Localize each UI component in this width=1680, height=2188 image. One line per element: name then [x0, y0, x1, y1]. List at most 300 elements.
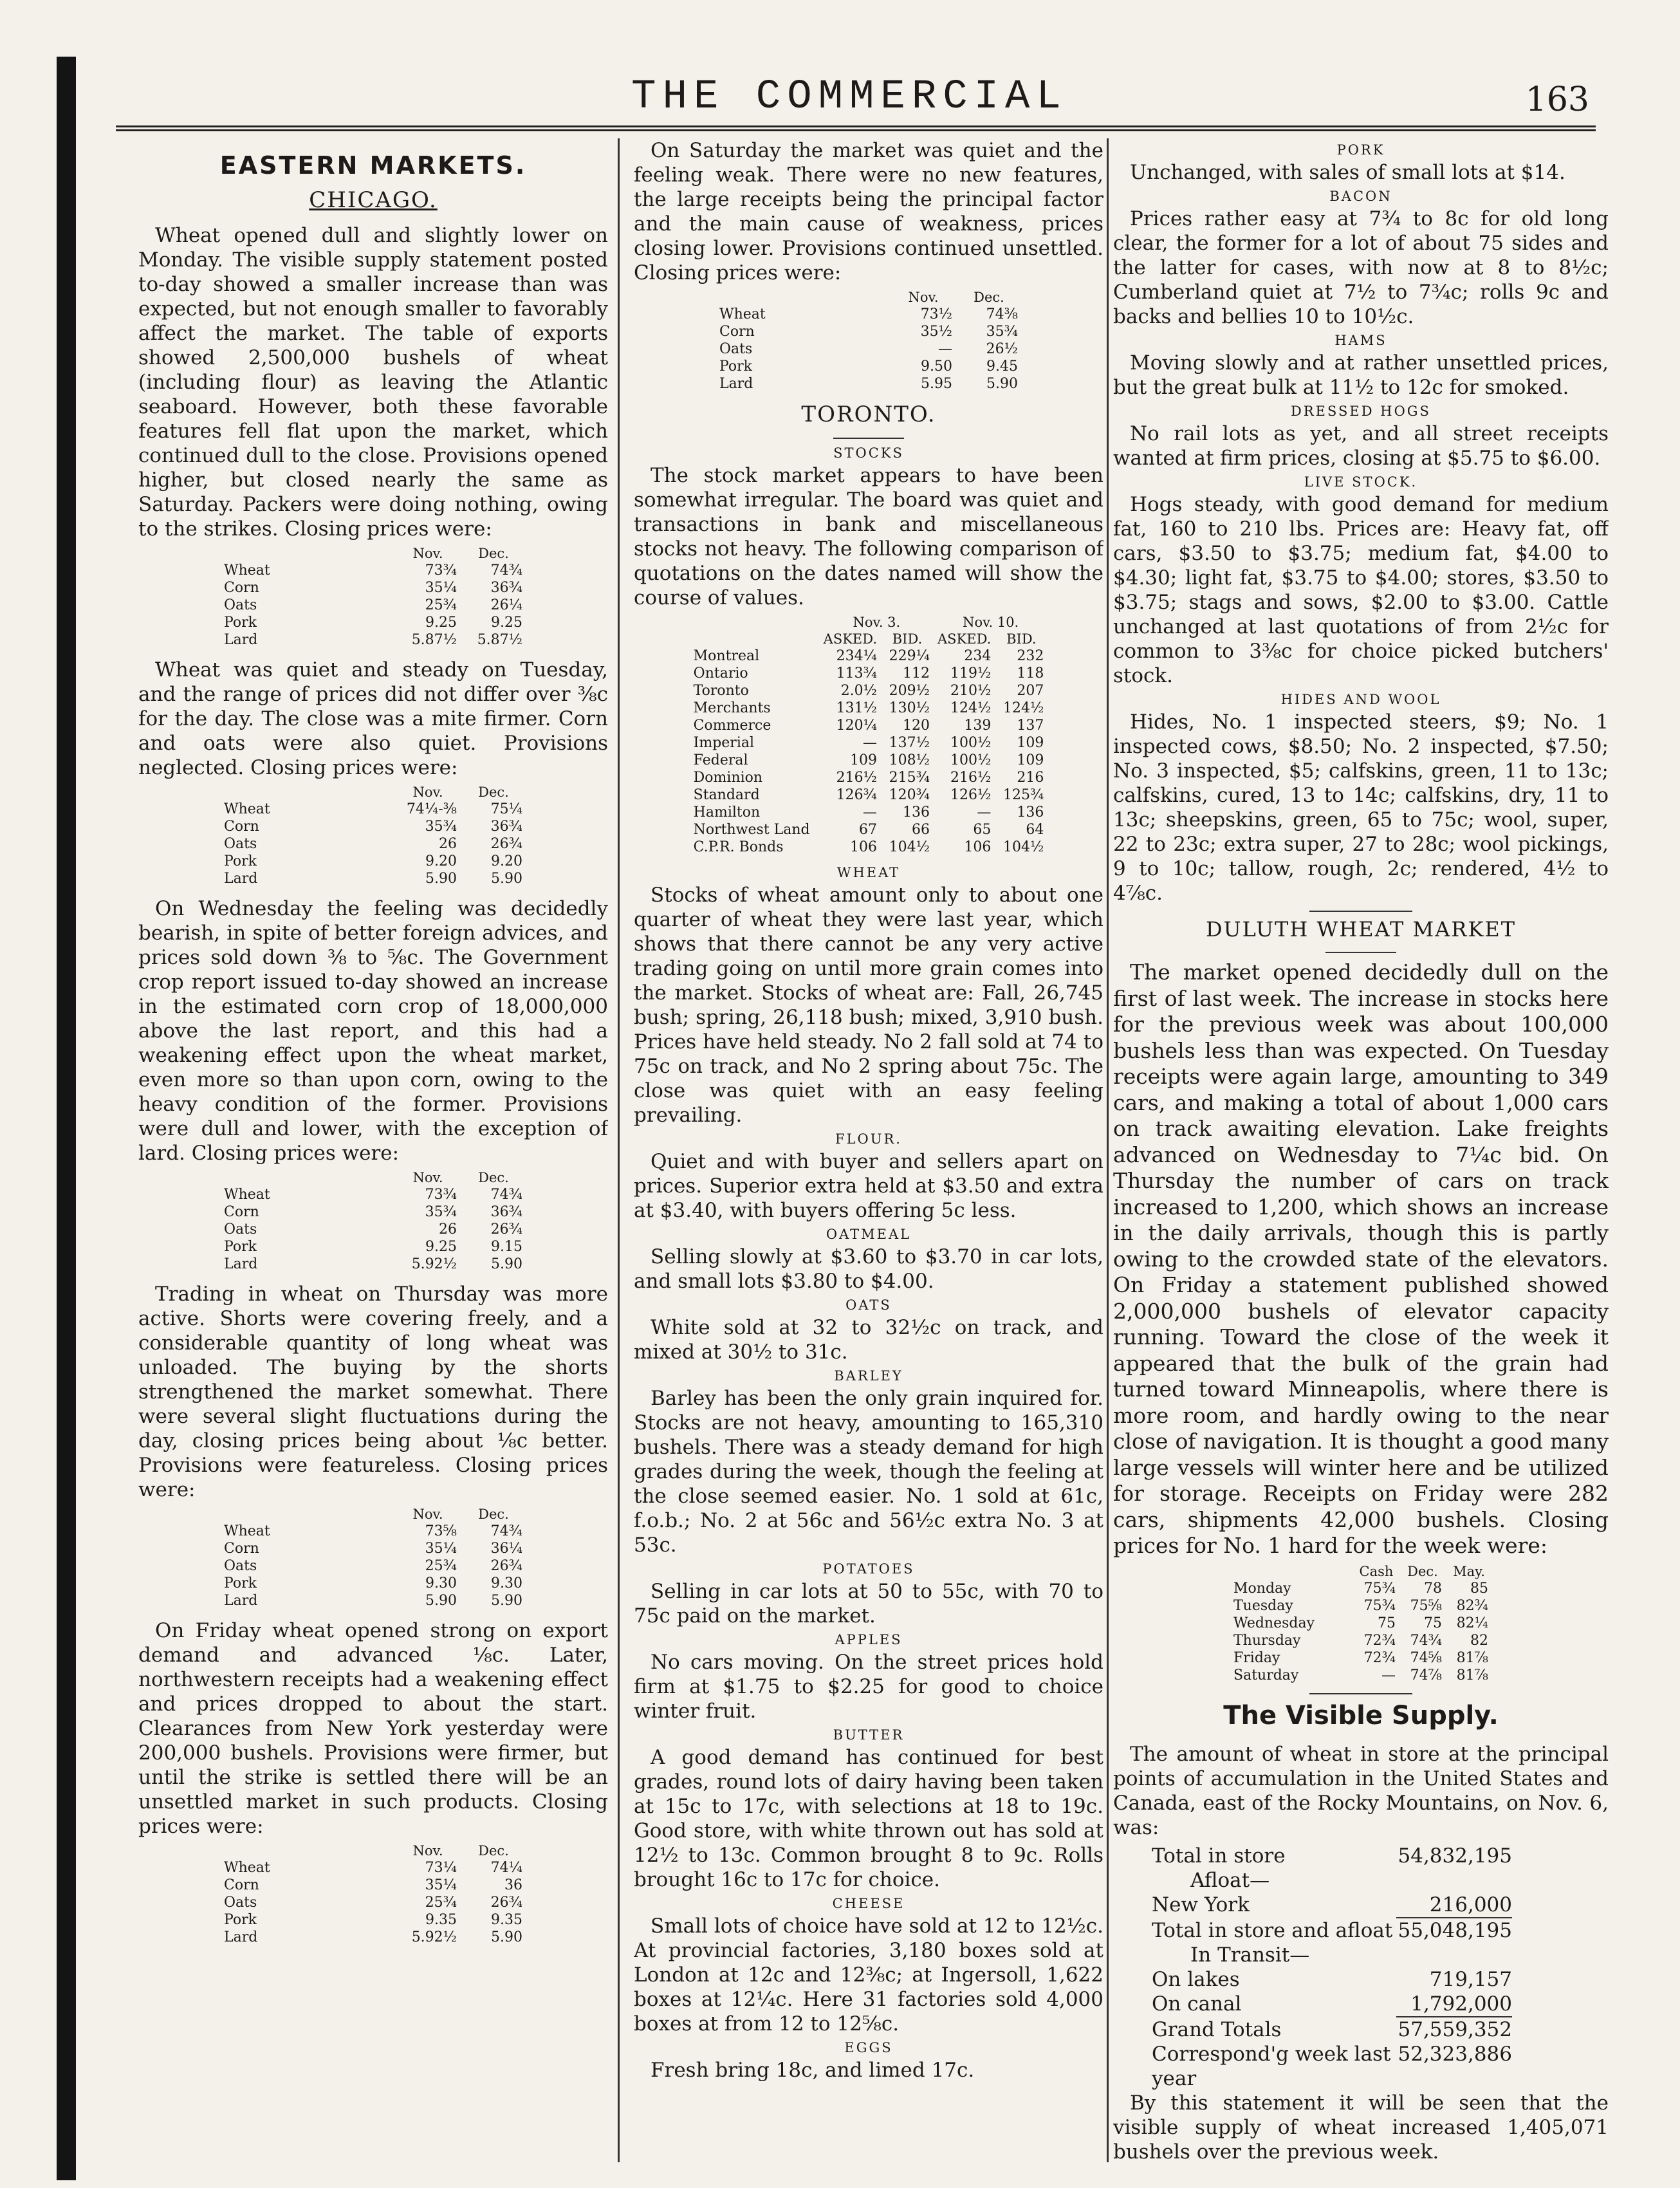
row-label: Oats: [224, 1558, 257, 1574]
cell: 73⅝: [425, 1523, 457, 1539]
cell: 36¾: [490, 1204, 522, 1220]
city-heading: CHICAGO.: [309, 187, 438, 213]
row-label: Pork: [719, 358, 753, 375]
cell: 139: [964, 718, 992, 734]
cell: 36¾: [490, 819, 522, 835]
paragraph: A good demand has continued for best grades, round lots of dairy having been taken at 15c to 17c, with selections at 18 to 19c. Good store, with white thrown out has sold at 12½ to 13c. Common brought 8 to 9c. Rolls brought 16c to 17c for choice.: [634, 1746, 1103, 1891]
table-row: [220, 1592, 526, 1609]
cell: 74¾: [490, 562, 522, 579]
cell: 35¾: [425, 1204, 457, 1220]
rule: [1309, 911, 1412, 912]
paragraph: On Friday wheat opened strong on export demand and advanced ⅛c. Later, northwestern receipts had a weakening effect and prices dropped to about the start. Clearances from New York yesterday were 200,000 bushels. Provisions were firmer, but until the strike is settled there will be an unsettled market in such products. Closing prices were:: [138, 1619, 608, 1838]
subhead: BUTTER: [833, 1727, 905, 1743]
cell: 106: [850, 839, 877, 855]
summary-label: Total in store: [1152, 1844, 1286, 1868]
cell: 120: [903, 718, 930, 734]
binding-edge: [57, 57, 76, 2180]
table-row: [220, 1221, 526, 1238]
table-row: [690, 752, 1048, 769]
cell: 215¾: [889, 770, 930, 786]
col-header: Dec.: [478, 546, 509, 561]
rule: [833, 438, 904, 439]
cell: 25¾: [425, 1558, 457, 1574]
cell: 136: [903, 804, 930, 820]
cell: 9.25: [425, 615, 457, 631]
cell: 119½: [950, 665, 992, 681]
cell: 125¾: [1003, 787, 1044, 803]
page-number: 163: [1525, 80, 1589, 119]
cell: —: [1381, 1667, 1396, 1683]
cell: 120¼: [836, 718, 877, 734]
summary-label: Total in store and afloat: [1152, 1918, 1393, 1942]
row-label: Oats: [224, 836, 257, 852]
cell: 118: [1017, 665, 1044, 681]
cell: 104½: [1003, 839, 1044, 855]
paragraph: Unchanged, with sales of small lots at $14.: [1130, 161, 1565, 184]
paragraph: Wheat opened dull and slightly lower on Monday. The visible supply statement posted to-day showed a smaller increase than was expected, but not enough smaller to favorably affect the market. The table of exports showed 2,500,000 bushels of wheat (including flour) as leaving the Atlantic seaboard. However, both these favorable features fell flat upon the market, which continued dull to the close. Provisions opened higher, but closed nearly the same as Saturday. Packers were doing nothing, owing to the strikes. Closing prices were:: [138, 224, 608, 541]
summary-value: 216,000: [1429, 1893, 1512, 1916]
table-row: [220, 1256, 526, 1273]
cell: 35¾: [425, 819, 457, 835]
header-rule: [116, 125, 1596, 135]
summary-value: 54,832,195: [1398, 1844, 1512, 1868]
cell: 104½: [889, 839, 930, 855]
table-row: [220, 562, 526, 579]
cell: 126½: [950, 787, 992, 803]
summary-label: New York: [1152, 1893, 1250, 1916]
date-header: Nov. 3.: [853, 615, 901, 630]
price-table: [220, 1169, 526, 1273]
cell: 26: [439, 836, 457, 852]
table-row: [220, 818, 526, 835]
cell: 124½: [950, 700, 992, 716]
table-row: [690, 717, 1048, 734]
cell: 82: [1470, 1632, 1488, 1649]
cell: 120¾: [889, 787, 930, 803]
table-row: [1230, 1632, 1492, 1649]
row-label: Standard: [693, 787, 760, 803]
subhead: CHEESE: [832, 1896, 905, 1911]
cell: 130½: [889, 700, 930, 716]
cell: 35¼: [425, 1541, 457, 1557]
row-label: Tuesday: [1233, 1597, 1293, 1614]
col-header: Nov.: [412, 1507, 443, 1522]
table-row: [690, 734, 1048, 752]
summary-label: Grand Totals: [1152, 2017, 1282, 2041]
cell: 229¼: [889, 648, 930, 664]
col-header: May.: [1453, 1563, 1485, 1579]
cell: 216½: [836, 770, 877, 786]
cell: 234¼: [836, 648, 877, 664]
subhead: LIVE STOCK.: [1304, 474, 1418, 490]
table-row: [220, 835, 526, 853]
subhead: WHEAT: [836, 865, 901, 880]
cell: 106: [964, 839, 992, 855]
table-row: [220, 1203, 526, 1221]
price-table: [220, 784, 526, 887]
table-row: [690, 821, 1048, 839]
col-header: Cash: [1359, 1563, 1394, 1579]
stocks-table: [690, 614, 1048, 856]
table-row: [220, 853, 526, 870]
cell: 5.90: [986, 376, 1018, 392]
cell: 75: [1378, 1615, 1396, 1631]
row-label: Corn: [224, 1541, 259, 1557]
paragraph: Moving slowly and at rather unsettled prices, but the great bulk at 11½ to 12c for smoked.: [1113, 351, 1609, 399]
rule: [1309, 1693, 1412, 1694]
cell: 232: [1017, 648, 1044, 664]
price-table: [220, 1842, 526, 1946]
row-label: Lard: [224, 632, 258, 648]
table-row: [220, 1911, 526, 1929]
row-label: Wednesday: [1233, 1615, 1315, 1631]
row-label: Corn: [224, 819, 259, 835]
row-label: Lard: [224, 1929, 258, 1945]
paragraph: No cars moving. On the street prices hold firm at $1.75 to $2.25 for good to choice winter fruit.: [634, 1651, 1103, 1723]
summary-row: [1152, 2042, 1512, 2091]
cell: 64: [1026, 822, 1044, 838]
col-header: Dec.: [478, 1507, 509, 1522]
cell: 207: [1017, 683, 1044, 699]
subhead: OATMEAL: [826, 1227, 912, 1242]
cell: 66: [912, 822, 930, 838]
cell: 74¾: [490, 1187, 522, 1203]
summary-value: 55,048,195: [1398, 1918, 1512, 1942]
cell: 26¾: [490, 1221, 522, 1238]
subhead: BACON: [1329, 189, 1392, 204]
table-row: [220, 1557, 526, 1575]
cell: 26: [439, 1221, 457, 1238]
cell: 100½: [950, 752, 992, 768]
cell: 9.30: [425, 1575, 457, 1591]
table-row: [220, 1540, 526, 1557]
cell: 5.90: [425, 871, 457, 887]
cell: 216½: [950, 770, 992, 786]
row-label: Oats: [224, 1895, 257, 1911]
cell: 5.87½: [411, 632, 457, 648]
table-row: [220, 870, 526, 887]
page-header: [109, 61, 1589, 132]
cell: 9.30: [491, 1575, 522, 1591]
cell: 36¾: [490, 580, 522, 596]
table-row: [690, 839, 1048, 856]
cell: 5.90: [491, 1929, 522, 1945]
subhead: BARLEY: [834, 1368, 903, 1384]
subhead: OATS: [845, 1297, 892, 1313]
cell: 35¼: [425, 580, 457, 596]
cell: 35¾: [986, 324, 1018, 340]
cell: 5.90: [491, 1256, 522, 1272]
cell: 109: [850, 752, 877, 768]
cell: 9.15: [491, 1239, 522, 1255]
cell: 113¾: [836, 665, 877, 681]
paragraph: Small lots of choice have sold at 12 to 12½c. At provincial factories, 3,180 boxes sold at London at 12c and 12⅜c; at Ingersoll, 1,622 boxes at 12¼c. Here 31 factories sold 4,000 boxes at from 12 to 12⅝c.: [634, 1914, 1103, 2035]
col-header: ASKED.: [937, 631, 992, 647]
cell: 137: [1017, 718, 1044, 734]
cell: 72¾: [1363, 1632, 1396, 1649]
visible-supply-summary: [1152, 1844, 1609, 2091]
cell: 75¼: [490, 801, 522, 817]
col-header: Dec.: [1407, 1563, 1438, 1579]
cell: 81⅞: [1456, 1649, 1488, 1666]
cell: 74⅜: [986, 306, 1018, 322]
row-label: Lard: [719, 376, 753, 392]
summary-label: Correspond'g week last year: [1152, 2042, 1391, 2090]
cell: —: [863, 804, 877, 820]
paragraph: Quiet and with buyer and sellers apart on prices. Superior extra held at $3.50 and extra at $3.40, with buyers offering 5c less.: [634, 1150, 1103, 1222]
table-row: [220, 1929, 526, 1946]
paragraph: The stock market appears to have been somewhat irregular. The board was quiet and transactions in bank and miscellaneous stocks not heavy. The following comparison of quotations on the dates named will show the course of values.: [634, 464, 1103, 609]
table-row: [690, 647, 1048, 665]
cell: 75: [1424, 1615, 1442, 1631]
summary-value: 1,792,000: [1410, 1992, 1512, 2016]
cell: 74¾: [1410, 1632, 1442, 1649]
subhead: APPLES: [835, 1632, 903, 1647]
cell: 26¼: [490, 597, 522, 613]
table-row: [1230, 1597, 1492, 1615]
col-header: Dec.: [974, 290, 1004, 305]
cell: 9.35: [425, 1912, 457, 1928]
row-label: Toronto: [693, 683, 749, 699]
cell: 109: [1017, 752, 1044, 768]
paragraph: Hogs steady, with good demand for medium fat, 160 to 210 lbs. Prices are: Heavy fat, off cars, $3.50 to $3.75; medium fat, $4.00 to $4.30; light fat, $3.75 to $4.00; stores, $3.50 to $3.75; stags and sows, $2.00 to $3.00. Cattle unchanged at last quotations of from 2½c for common to 3⅜c for choice picked butchers' stock.: [1113, 493, 1609, 687]
row-label: Lard: [224, 1593, 258, 1609]
paragraph: Hides, No. 1 inspected steers, $9; No. 1 inspected cows, $8.50; No. 2 inspected, $7.50; No. 3 inspected, $5; calfskins, green, 11 to 13c; calfskins, cured, 13 to 14c; calfskins, dry, 11 to 13c; sheepskins, green, 65 to 75c; wool, super, 22 to 23c; extra super, 27 to 28c; wool pickings, 9 to 10c; tallow, rough, 2c; rendered, 4½ to 4⅞c.: [1113, 710, 1609, 905]
cell: 26¾: [490, 1558, 522, 1574]
row-label: Wheat: [224, 1187, 270, 1203]
cell: 9.50: [921, 358, 952, 375]
cell: 5.92½: [411, 1256, 457, 1272]
col-header: Dec.: [478, 1170, 509, 1185]
table-row: [690, 804, 1048, 821]
row-label: Lard: [224, 1256, 258, 1272]
cell: 131½: [836, 700, 877, 716]
subhead: EGGS: [844, 2040, 893, 2055]
cell: 82¾: [1456, 1597, 1488, 1614]
subhead: PORK: [1336, 142, 1385, 158]
row-label: Corn: [719, 324, 755, 340]
summary-row: [1152, 1967, 1512, 1992]
row-label: Northwest Land: [693, 822, 810, 838]
row-label: Wheat: [719, 306, 766, 322]
cell: 9.45: [986, 358, 1018, 375]
cell: 9.25: [425, 1239, 457, 1255]
table-row: [220, 1238, 526, 1256]
row-label: Commerce: [693, 718, 771, 734]
row-label: Pork: [224, 1575, 257, 1591]
cell: 216: [1017, 770, 1044, 786]
table-row: [715, 340, 1022, 358]
cell: 26¾: [490, 836, 522, 852]
cell: 35½: [920, 324, 952, 340]
section-title: The Visible Supply.: [1223, 1700, 1499, 1730]
row-label: Wheat: [224, 562, 270, 579]
table-row: [220, 614, 526, 631]
cell: 234: [964, 648, 992, 664]
cell: 75⅝: [1410, 1597, 1442, 1614]
row-label: Oats: [224, 597, 257, 613]
summary-label: On canal: [1152, 1992, 1242, 2016]
row-label: Corn: [224, 1877, 259, 1893]
cell: —: [977, 804, 992, 820]
row-label: Pork: [224, 1912, 257, 1928]
row-label: Montreal: [693, 648, 760, 664]
date-header: Nov. 10.: [963, 615, 1019, 630]
row-label: Pork: [224, 853, 257, 869]
row-label: Merchants: [693, 700, 771, 716]
column-rule: [1107, 138, 1109, 2162]
cell: 25¾: [425, 597, 457, 613]
row-label: Saturday: [1233, 1667, 1299, 1683]
paragraph: No rail lots as yet, and all street receipts wanted at firm prices, closing at $5.75 to $6.00.: [1113, 422, 1609, 470]
cell: 112: [903, 665, 930, 681]
row-label: Corn: [224, 1204, 259, 1220]
row-label: Federal: [693, 752, 748, 768]
subhead: POTATOES: [822, 1561, 915, 1577]
row-label: Hamilton: [693, 804, 761, 820]
cell: —: [863, 735, 877, 751]
summary-row: [1152, 1844, 1512, 1868]
summary-row: [1152, 1992, 1512, 2016]
cell: 108½: [889, 752, 930, 768]
cell: 78: [1424, 1580, 1442, 1597]
subhead: HIDES AND WOOL: [1280, 692, 1441, 707]
cell: 137½: [889, 735, 930, 751]
table-row: [220, 1186, 526, 1203]
paragraph: Wheat was quiet and steady on Tuesday, and the range of prices did not differ over ⅜c for the day. The close was a mite firmer. Corn and oats were also quiet. Provisions neglected. Closing prices were:: [138, 658, 608, 779]
row-label: Pork: [224, 1239, 257, 1255]
paragraph: Stocks of wheat amount only to about one quarter of wheat they were last year, which shows that there cannot be any very active trading going on until more grain comes into the market. Stocks of wheat are: Fall, 26,745 bush; spring, 26,118 bush; mixed, 3,910 bush. Prices have held steady. No 2 fall sold at 74 to 75c on track, and No 2 spring about 75c. The close was quiet with an easy feeling prevailing.: [634, 884, 1103, 1127]
price-table: [220, 545, 526, 649]
cell: 73¾: [425, 562, 457, 579]
row-label: Corn: [224, 580, 259, 596]
summary-label: On lakes: [1152, 1967, 1240, 1991]
cell: 74¼-⅜: [406, 801, 457, 817]
table-row: [220, 1894, 526, 1911]
table-row: [690, 700, 1048, 717]
section-title: DULUTH WHEAT MARKET: [1205, 917, 1517, 941]
cell: 75¾: [1363, 1580, 1396, 1597]
row-label: Oats: [719, 341, 753, 357]
cell: 210½: [950, 683, 992, 699]
col-header: ASKED.: [823, 631, 877, 647]
price-table: [715, 289, 1022, 393]
table-row: [220, 1859, 526, 1877]
table-row: [220, 801, 526, 818]
table-row: [1230, 1649, 1492, 1667]
cell: 67: [859, 822, 877, 838]
row-label: Friday: [1233, 1649, 1280, 1666]
row-label: Pork: [224, 615, 257, 631]
table-row: [1230, 1667, 1492, 1684]
cell: 5.87½: [477, 632, 522, 648]
paragraph: Selling in car lots at 50 to 55c, with 70 to 75c paid on the market.: [634, 1580, 1103, 1627]
cell: 73½: [920, 306, 952, 322]
col-header: Dec.: [478, 784, 509, 800]
paragraph: On Wednesday the feeling was decidedly bearish, in spite of better foreign advices, and prices sold down ⅜ to ⅝c. The Government crop report issued to-day showed an increase in the estimated corn crop of 18,000,000 above the last report, and this had a weakening effect upon the wheat market, even more so than upon corn, owing to the heavy condition of the former. Provisions were dull and lower, with the exception of lard. Closing prices were:: [138, 897, 608, 1165]
cell: 74¾: [490, 1523, 522, 1539]
row-label: C.P.R. Bonds: [693, 839, 784, 855]
col-header: BID.: [1006, 631, 1037, 647]
cell: 126¾: [836, 787, 877, 803]
cell: 136: [1017, 804, 1044, 820]
col-header: Dec.: [478, 1843, 509, 1859]
rule: [1325, 952, 1396, 953]
col-header: BID.: [892, 631, 923, 647]
column-1: [138, 138, 608, 2175]
cell: 100½: [950, 735, 992, 751]
cell: 9.20: [491, 853, 522, 869]
table-row: [1230, 1580, 1492, 1597]
table-row: [690, 682, 1048, 700]
table-row: [220, 1877, 526, 1894]
summary-row: [1152, 2017, 1512, 2042]
row-label: Imperial: [693, 735, 755, 751]
cell: 2.0½: [840, 683, 877, 699]
cell: 5.90: [425, 1593, 457, 1609]
newspaper-title: THE COMMERCIAL: [631, 74, 1067, 120]
table-row: [1230, 1615, 1492, 1632]
cell: 124½: [1003, 700, 1044, 716]
cell: 73¾: [425, 1187, 457, 1203]
summary-label: In Transit—: [1190, 1943, 1310, 1967]
cell: 5.92½: [411, 1929, 457, 1945]
cell: 9.35: [491, 1912, 522, 1928]
row-label: Oats: [224, 1221, 257, 1238]
cell: 75¾: [1363, 1597, 1396, 1614]
col-header: Nov.: [412, 784, 443, 800]
row-label: Wheat: [224, 801, 270, 817]
cell: 82¼: [1456, 1615, 1488, 1631]
cell: 74⅞: [1410, 1667, 1442, 1683]
column-2: [634, 138, 1103, 2175]
section-title: EASTERN MARKETS.: [219, 151, 527, 180]
city-heading: TORONTO.: [801, 402, 936, 427]
cell: 35¼: [425, 1877, 457, 1893]
row-label: Ontario: [693, 665, 748, 681]
cell: 74⅝: [1410, 1649, 1442, 1666]
table-row: [220, 597, 526, 614]
subhead: STOCKS: [833, 445, 904, 461]
cell: 85: [1470, 1580, 1488, 1597]
paragraph: By this statement it will be seen that the visible supply of wheat increased 1,405,071 bushels over the previous week.: [1113, 2091, 1609, 2164]
col-header: Nov.: [412, 1843, 443, 1859]
duluth-table-body: [1230, 1580, 1492, 1684]
summary-value: 52,323,886: [1398, 2042, 1512, 2066]
col-header: Nov.: [908, 290, 939, 305]
cell: 5.95: [921, 376, 952, 392]
subhead: FLOUR.: [835, 1131, 902, 1147]
summary-row: [1152, 1918, 1512, 1943]
stocks-table-body: [690, 647, 1048, 856]
cell: 109: [1017, 735, 1044, 751]
cell: 65: [973, 822, 992, 838]
summary-value: 57,559,352: [1398, 2017, 1512, 2041]
subhead: DRESSED HOGS: [1291, 403, 1431, 419]
summary-value: 719,157: [1429, 1967, 1512, 1991]
cell: 74¼: [490, 1860, 522, 1876]
table-row: [220, 631, 526, 649]
table-row: [220, 1523, 526, 1540]
table-row: [690, 786, 1048, 804]
paragraph: Prices rather easy at 7¾ to 8c for old long clear, the former for a lot of about 75 sides and the latter for cases, with now at 8 to 8½c; Cumberland quiet at 7½ to 7¾c; rolls 9c and backs and bellies 10 to 10½c.: [1113, 207, 1609, 328]
cell: 9.20: [425, 853, 457, 869]
row-label: Monday: [1233, 1580, 1291, 1597]
row-label: Dominion: [693, 770, 763, 786]
table-row: [690, 665, 1048, 682]
cell: 26½: [986, 341, 1018, 357]
column-3: [1113, 138, 1609, 2175]
